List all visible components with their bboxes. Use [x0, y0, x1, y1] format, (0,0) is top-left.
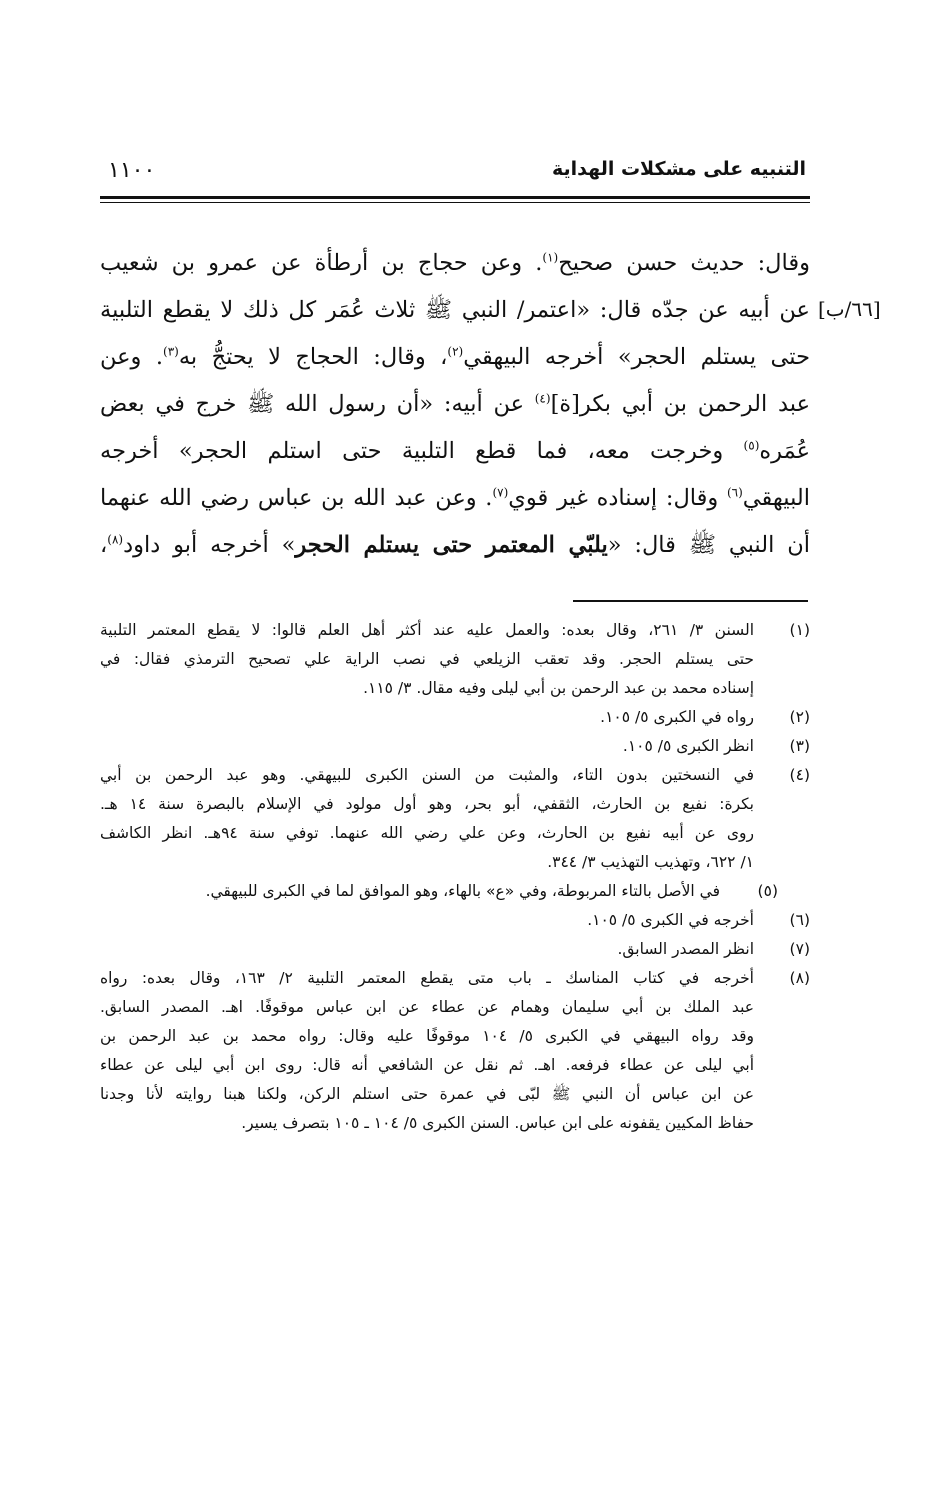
footnote-line: عبد الملك بن أبي سليمان وهمام عن عطاء عن ابن عباس موقوفًا. اهـ. المصدر السابق. — [100, 998, 754, 1016]
main-text-line: البيهقي$^{(٦)}$ وقال: إسناده غير قوي$^{(٧)}$. وعن عبد الله بن عباس رضي الله عنهما — [100, 485, 810, 511]
footnote-line: وقد رواه البيهقي في الكبرى ٥/ ١٠٤ موقوفًا عليه وقال: رواه محمد بن عبد الرحمن بن — [100, 1027, 754, 1045]
footnote-number: (٥) — [757, 882, 778, 900]
footnote-line: في النسختين بدون التاء، والمثبت من السنن الكبرى للبيهقي. وهو عبد الرحمن بن أبي — [100, 766, 754, 784]
main-text-line: عن أبيه عن جدّه قال: «اعتمر/ النبي ﷺ ثلاث عُمَر كل ذلك لا يقطع التلبية — [100, 297, 810, 323]
footnote-line: رواه في الكبرى ٥/ ١٠٥. — [600, 708, 754, 726]
footnote-line: ١/ ٦٢٢، وتهذيب التهذيب ٣/ ٣٤٤. — [547, 853, 754, 871]
main-text-line: عبد الرحمن بن أبي بكر[ة]$^{(٤)}$ عن أبيه: «أن رسول الله ﷺ خرج في بعض — [100, 391, 810, 417]
footnote-line: السنن ٣/ ٢٦١، وقال بعده: والعمل عليه عند أكثر أهل العلم قالوا: لا يقطع المعتمر التلبية — [100, 621, 754, 639]
footnote-line: عن ابن عباس أن النبي ﷺ لبّى في عمرة حتى استلم الركن، ولكنا هبنا روايته لأنا وجدنا — [100, 1085, 754, 1103]
main-text — [100, 240, 810, 569]
footnotes — [100, 616, 810, 1138]
footnote-line: أخرجه في الكبرى ٥/ ١٠٥. — [587, 911, 754, 929]
main-text-line: حتى يستلم الحجر» أخرجه البيهقي$^{(٢)}$، وقال: الحجاج لا يحتجُّ به$^{(٣)}$. وعن — [100, 344, 810, 370]
header-rule-thick — [100, 196, 810, 199]
footnote-8 — [100, 964, 810, 1138]
footnote-4 — [100, 761, 810, 877]
running-head — [100, 158, 810, 194]
footnote-6 — [100, 906, 810, 935]
footnote-line: روى عن أبيه نفيع بن الحارث، وعن علي رضي الله عنهما. توفي سنة ٩٤هـ. انظر الكاشف — [100, 824, 754, 842]
footnote-line: حتى يستلم الحجر. وقد تعقب الزيلعي في نصب الراية علي تصحيح الترمذي فقال: في — [100, 650, 754, 668]
footnote-3 — [100, 732, 810, 761]
footnote-line: حفاظ المكيين يقفونه على ابن عباس. السنن الكبرى ٥/ ١٠٤ ـ ١٠٥ بتصرف يسير. — [241, 1114, 754, 1132]
footnote-2 — [100, 703, 810, 732]
footnote-number: (٦) — [789, 911, 810, 929]
footnote-7 — [100, 935, 810, 964]
footnote-line: بكرة: نفيع بن الحارث، الثقفي، أبو بحر، وهو أول مولود في الإسلام بالبصرة سنة ١٤ هـ. — [100, 795, 754, 813]
footnote-separator — [573, 600, 808, 602]
main-text-line: وقال: حديث حسن صحيح$^{(١)}$. وعن حجاج بن أرطأة عن عمرو بن شعيب — [100, 250, 810, 276]
footnote-number: (١) — [789, 621, 810, 639]
footnote-line: انظر الكبرى ٥/ ١٠٥. — [622, 737, 754, 755]
footnote-line: إسناده محمد بن عبد الرحمن بن أبي ليلى وفيه مقال. ٣/ ١١٥. — [363, 679, 754, 697]
footnote-line: انظر المصدر السابق. — [617, 940, 754, 958]
page-number: ١١٠٠ — [108, 158, 156, 183]
footnote-line: في الأصل بالتاء المربوطة، وفي «ع» بالهاء، وهو الموافق لما في الكبرى للبيهقي. — [205, 882, 720, 900]
footnote-1 — [100, 616, 810, 703]
footnote-number: (٧) — [789, 940, 810, 958]
book-title: التنبيه على مشكلات الهداية — [552, 158, 806, 180]
header-rule-thin — [100, 202, 810, 203]
footnote-number: (٣) — [789, 737, 810, 755]
footnote-number: (٤) — [789, 766, 810, 784]
footnote-number: (٢) — [789, 708, 810, 726]
main-text-line: عُمَره$^{(٥)}$ وخرجت معه، فما قطع التلبية حتى استلم الحجر» أخرجه — [100, 438, 811, 464]
footnote-line: أبي ليلى عن عطاء فرفعه. اهـ. ثم نقل عن الشافعي أنه قال: روى ابن أبي ليلى عن عطاء — [100, 1056, 754, 1074]
footnote-number: (٨) — [789, 969, 810, 987]
main-text-line: أن النبي ﷺ قال: «يلبّي المعتمر حتى يستلم الحجر» أخرجه أبو داود$^{(٨)}$، — [100, 532, 811, 558]
footnote-line: أخرجه في كتاب المناسك ـ باب متى يقطع المعتمر التلبية ٢/ ١٦٣، وقال بعده: رواه — [100, 969, 754, 987]
manuscript-folio-reference: [٦٦/ب] — [818, 297, 881, 321]
footnote-5 — [100, 877, 810, 906]
